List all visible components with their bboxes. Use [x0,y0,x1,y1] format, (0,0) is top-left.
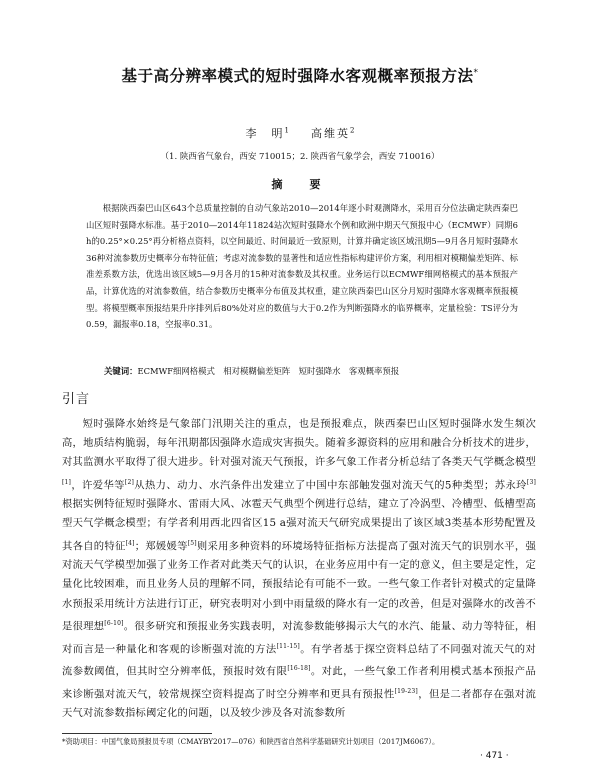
funding-footnote: *资助项目：中国气象局预报员专项（CMAYBY2017—076）和陕西省自然科学基础研究计划项目（2017JM6067）。 [62,737,440,746]
title-footnote-mark: * [473,67,479,78]
body-paragraph: 短时强降水始终是气象部门汛期关注的重点，也是预报难点，陕西秦巴山区短时强降水发生频次高，地质结构脆弱，每年汛期都因强降水造成灾害损失。随着多源资料的应用和融合分析技术的进步，对其监测水平取得了很大进步。针对强对流天气预报，许多气象工作者分析总结了各类天气学概念模型[1]，许爱华等[2]从热力、动力、水汽条件出发建立了中国中东部触发强对流天气的5种类型；苏永玲[3]根据实例特征短时强降水、雷雨大风、冰雹天气典型个例进行总结，建立了冷涡型、冷槽型、低槽型高型天气学概念模型；有学者利用西北四省区15 a强对流天气研究成果提出了该区域3类基本形势配置及其各自的特征[4]；郑媛媛等[5]则采用多种资料的环境场特征指标方法提高了强对流天气的识别水平，强对流天气学模型加强了业务工作者对此类天气的认识，在业务应用中有一定的意义，但主要是定性，定量化比较困难，而且业务人员的理解不同，预报结论有可能不一致。一些气象工作者针对模式的定量降水预报采用统计方法进行订正，研究表明对小到中雨量级的降水有一定的改善，但是对强降水的改善不是很理想[6-10]。很多研究和预报业务实践表明，对流参数能够揭示大气的水汽、能量、动力等特征，相对而言是一种量化和客观的诊断强对流的方法[11-15]。有学者基于探空资料总结了不同强对流天气的对流参数阈值，但其时空分辨率低，预报时效有限[16-18]。对此，一些气象工作者利用模式基本预报产品来诊断强对流天气，较常规探空资料提高了时空分辨率和更具有预报性[19-23]，但是二者都存在强对流天气对流参数指标阈定化的问题，以及较少涉及各对流参数所 [62,418,537,720]
author-affil-mark: 1 [284,126,289,135]
abstract-text: 根据陕西秦巴山区643个总质量控制的自动气象站2010—2014年逐小时观测降水，采用百分位法确定陕西秦巴山区短时强降水标准。基于2010—2014年11824站次短时强降水个例和欧洲中期天气预报中心（ECMWF）同期6 h的0.25°×0.25°再分析格点资料，以空间最近、时间最近一致原则，计算并确定该区域汛期5—9月各月短时强降水36种对流参数历史概率分布特征值；考虑对流参数的显著性和适应性指标构建评价方案，利用相对模糊偏差矩阵、标准差系数方法，优选出该区域5—9月各月的15种对流参数及其权重。业务运行以ECMWF细网格模式的基本预报产品，计算优选的对流参数值，结合参数历史概率分布值及其权重，建立陕西秦巴山区分月短时强降水客观概率预报模型。将模型概率预报结果升序排列后80%处对应的数值与大于0.2作为判断强降水的临界概率，定量检验：TS评分为0.59，漏报率0.18，空报率0.31。 [86,203,518,330]
page-number: · 471 · [480,751,509,761]
paper-title: 基于高分辨率模式的短时强降水客观概率预报方法* [121,67,479,85]
citation: [6-10] [104,619,124,627]
keywords-text: ECMWF细网格模式 相对模糊偏差矩阵 短时强降水 客观概率预报 [137,366,400,376]
citation: [4] [125,539,135,547]
affiliations: （1. 陕西省气象台，西安 710015；2. 陕西省气象学会，西安 710016） [160,152,440,162]
citation: [1] [62,478,72,486]
section-heading-introduction: 引言 [62,392,91,407]
footnote-divider [62,733,212,734]
citation: [16-18] [287,665,311,673]
citation: [2] [124,478,135,486]
author-line [0,125,600,141]
author-name: 李 明 [245,127,285,140]
author-affil-mark: 2 [350,126,355,135]
citation: [5] [187,539,197,547]
citation: [3] [526,478,537,486]
citation: [19-23] [394,687,418,695]
author-name: 高维英 [311,127,350,140]
keywords-line [104,365,524,377]
citation: [11-15] [276,642,300,650]
keywords-label: 关键词： [104,366,138,376]
abstract-heading: 摘 要 [271,178,329,191]
